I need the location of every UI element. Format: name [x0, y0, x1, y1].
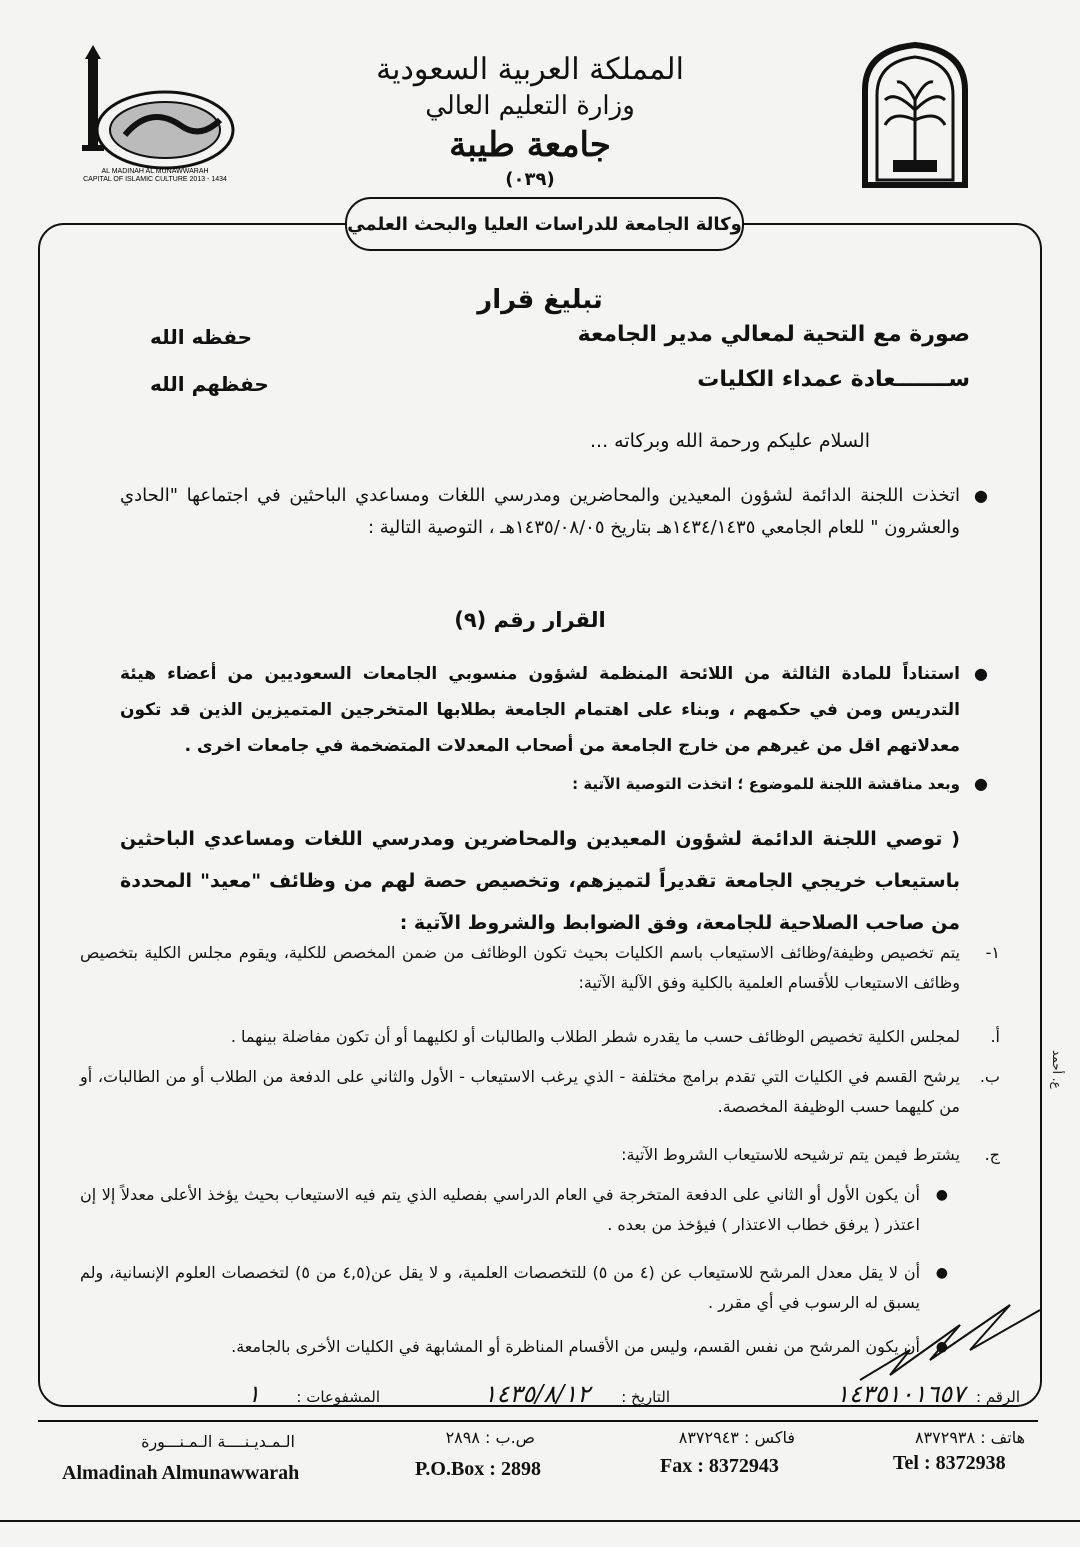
side-note: ع. أحمد — [1050, 1050, 1064, 1089]
bullet-icon: ● — [974, 664, 988, 683]
kingdom-title: المملكة العربية السعودية — [376, 52, 684, 87]
item-1 — [80, 938, 1000, 998]
bullet-icon: ● — [935, 1187, 948, 1203]
condition-text: أن يكون المرشح من نفس القسم، وليس من الأقسام المناظرة أو المشابهة في الكليات الأخرى بالجامعة. — [231, 1337, 920, 1356]
recommendation-paragraph: ( توصي اللجنة الدائمة لشؤون المعيدين والمحاضرين ومدرسي اللغات ومساعدي الباحثين باستيعاب خريجي الجامعة تقديراً لتميزهم، وتخصيص حصة لهم من وظائف "معيد" المحددة من صاحب الصلاحية للجامعة، وفق الضوابط والشروط الآتية : — [120, 828, 960, 934]
svg-text:CAPITAL OF ISLAMIC CULTURE 201: CAPITAL OF ISLAMIC CULTURE 2013 - 1434 — [83, 176, 227, 183]
university-title: جامعة طيبة — [449, 125, 611, 165]
condition-2 — [80, 1258, 948, 1318]
bullet-icon: ● — [974, 774, 988, 793]
fax-ar: فاكس : ٨٣٧٢٩٤٣ — [678, 1428, 795, 1447]
to-deans: ســـــــعادة عمداء الكليات — [697, 367, 970, 392]
discussion-paragraph — [120, 768, 988, 800]
basis-paragraph — [120, 656, 988, 764]
bullet-icon: ● — [935, 1339, 948, 1355]
city-ar: الـمـديـنــــة الـمـنـــورة — [141, 1432, 295, 1451]
attachments-label: المشفوعات : — [296, 1388, 380, 1406]
ministry-title: وزارة التعليم العالي — [425, 91, 635, 121]
svg-text:AL MADINAH AL MUNAWWARAH: AL MADINAH AL MUNAWWARAH — [101, 168, 209, 175]
university-code: (٠٣٩) — [505, 169, 555, 190]
item-c — [80, 1140, 1000, 1170]
greeting: السلام عليكم ورحمة الله وبركاته ... — [590, 430, 870, 452]
item-number: ١- — [985, 943, 1000, 962]
item-b — [80, 1062, 1000, 1122]
condition-text: أن يكون الأول أو الثاني على الدفعة المتخرجة في العام الدراسي بفصليه الذي يتم فيه الاستيعاب بحيث يؤخذ الأعلى معدلاً إلا إن اعتذر ( يرفق خطاب الاعتذار ) فيؤخذ من بعده . — [80, 1185, 920, 1234]
condition-text: أن لا يقل معدل المرشح للاستيعاب عن (٤ من ٥) للتخصصات العلمية، و لا يقل عن(٤,٥ من ٥) لتخصصات العلوم الإنسانية، ولم يسبق له الرسوب في أي مقرر . — [80, 1263, 921, 1312]
pobox-ar: ص.ب : ٢٨٩٨ — [445, 1428, 535, 1447]
pobox-en: P.O.Box : 2898 — [415, 1458, 541, 1480]
page-bottom-line — [0, 1520, 1080, 1522]
deans-blessing: حفظهم الله — [150, 372, 269, 396]
intro-text: اتخذت اللجنة الدائمة لشؤون المعيدين والمحاضرين ومدرسي اللغات ومساعدي الباحثين في اجتماعها "الحادي والعشرون " للعام الجامعي ١٤٣٤/١٤٣٥هـ بتاريخ ١٤٣٥/٠٨/٠٥هـ ، التوصية التالية : — [120, 485, 960, 538]
footer-divider — [38, 1420, 1038, 1422]
number-label: الرقم : — [976, 1388, 1020, 1406]
bullet-icon: ● — [974, 486, 988, 505]
decision-title: القرار رقم (٩) — [454, 608, 606, 632]
date-value: ١٤٣٥/٨/١٢ — [483, 1380, 590, 1408]
taibah-university-logo-icon — [855, 40, 975, 190]
letterhead — [330, 50, 730, 192]
item-number: ج. — [984, 1145, 1000, 1164]
condition-1 — [80, 1180, 948, 1240]
item-number: أ. — [990, 1027, 1000, 1046]
fax-en: Fax : 8372943 — [660, 1455, 779, 1477]
item-text: يرشح القسم في الكليات التي تقدم برامج مختلفة - الذي يرغب الاستيعاب - الأول والثاني على الدفعة من الطلاب أو من الطالبات، أو من كليهما حسب الوظيفة المخصصة. — [80, 1067, 960, 1116]
discussion-text: وبعد مناقشة اللجنة للموضوع ؛ اتخذت التوصية الآتية : — [572, 775, 960, 793]
intro-paragraph — [120, 480, 988, 544]
madinah-culture-logo-icon — [70, 45, 240, 185]
condition-3 — [80, 1332, 948, 1362]
attachments-value: ١ — [247, 1380, 260, 1408]
city-en: Almadinah Almunawwarah — [62, 1462, 300, 1484]
agency-banner: وكالة الجامعة للدراسات العليا والبحث العلمي — [345, 197, 744, 251]
rector-blessing: حفظه الله — [150, 325, 253, 349]
date-label: التاريخ : — [621, 1388, 670, 1406]
to-rector: صورة مع التحية لمعالي مدير الجامعة — [577, 322, 970, 347]
basis-text: استناداً للمادة الثالثة من اللائحة المنظمة لشؤون منسوبي الجامعات السعوديين من أعضاء هيئة التدريس ومن في حكمهم ، وبناء على اهتمام الجامعة بطلابها المتخرجين المتميزين الذين قد تكون معدلاتهم اقل من غيرهم من خارج الجامعة من أصحاب المعدلات المتضخمة في جامعات اخرى . — [120, 664, 960, 756]
item-text: يشترط فيمن يتم ترشيحه للاستيعاب الشروط الآتية: — [621, 1145, 960, 1164]
phone-en: Tel : 8372938 — [893, 1452, 1006, 1474]
reference-line — [60, 1380, 1020, 1420]
bullet-icon: ● — [935, 1265, 948, 1281]
item-text: لمجلس الكلية تخصيص الوظائف حسب ما يقدره شطر الطلاب والطالبات أو لكليهما أو أن تكون مفاضلة بينهما . — [230, 1027, 960, 1046]
notice-title: تبليغ قرار — [477, 285, 603, 315]
phone-ar: هاتف : ٨٣٧٢٩٣٨ — [914, 1428, 1025, 1447]
item-number: ب. — [979, 1067, 1000, 1086]
item-text: يتم تخصيص وظيفة/وظائف الاستيعاب باسم الكليات بحيث تكون الوظائف من ضمن المخصص للكلية، ويقوم مجلس الكلية بتخصيص وظائف الاستيعاب للأقسام العلمية بالكلية وفق الآلية الآتية: — [80, 943, 960, 992]
number-value: ١٤٣٥١٠١٦٥٧ — [836, 1380, 965, 1408]
item-a — [80, 1022, 1000, 1052]
